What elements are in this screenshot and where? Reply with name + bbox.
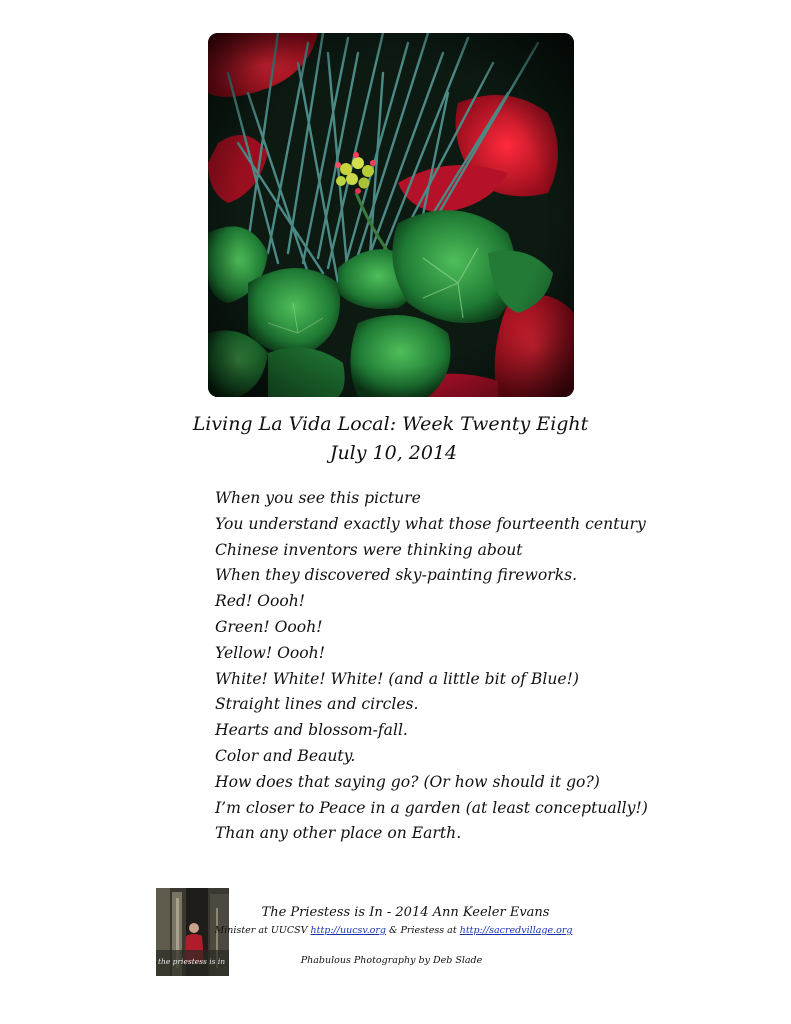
- minister-text: Minister at UUCSV: [214, 925, 308, 936]
- poem-line: When they discovered sky-painting fireworks.: [215, 566, 578, 585]
- poem-line: Than any other place on Earth.: [215, 824, 462, 843]
- poem-line: You understand exactly what those fourteenth century: [215, 514, 646, 533]
- poem-line: How does that saying go? (Or how should it go?): [215, 772, 600, 791]
- poem-line: Straight lines and circles.: [215, 695, 419, 714]
- page-title: Living La Vida Local: Week Twenty Eight: [192, 413, 589, 435]
- poem-line: White! White! White! (and a little bit of Blue!): [215, 669, 580, 688]
- poem-line: Yellow! Oooh!: [215, 643, 325, 662]
- poem-line: I’m closer to Peace in a garden (at least conceptually!): [215, 798, 648, 817]
- footer-heading: The Priestess is In - 2014 Ann Keeler Evans: [261, 905, 550, 920]
- priestess-text: & Priestess at: [389, 925, 457, 936]
- page-date: July 10, 2014: [329, 442, 458, 464]
- geranium-illustration: [208, 33, 574, 397]
- thumbnail-caption: the priestess is in: [158, 957, 226, 966]
- poem-line: Hearts and blossom-fall.: [215, 721, 408, 740]
- poem-line: When you see this picture: [215, 489, 421, 507]
- poem-line: Green! Oooh!: [215, 617, 323, 636]
- poem: [215, 486, 648, 847]
- poem-line: Chinese inventors were thinking about: [215, 540, 523, 559]
- poem-line: Color and Beauty.: [215, 746, 356, 765]
- sacredvillage-link[interactable]: http://sacredvillage.org: [459, 925, 573, 936]
- garden-photo: [208, 33, 574, 397]
- footer-links: [0, 925, 789, 936]
- poem-line: Red! Oooh!: [215, 592, 306, 611]
- uucsv-link[interactable]: http://uucsv.org: [310, 925, 386, 936]
- photo-credit: Phabulous Photography by Deb Slade: [300, 955, 483, 966]
